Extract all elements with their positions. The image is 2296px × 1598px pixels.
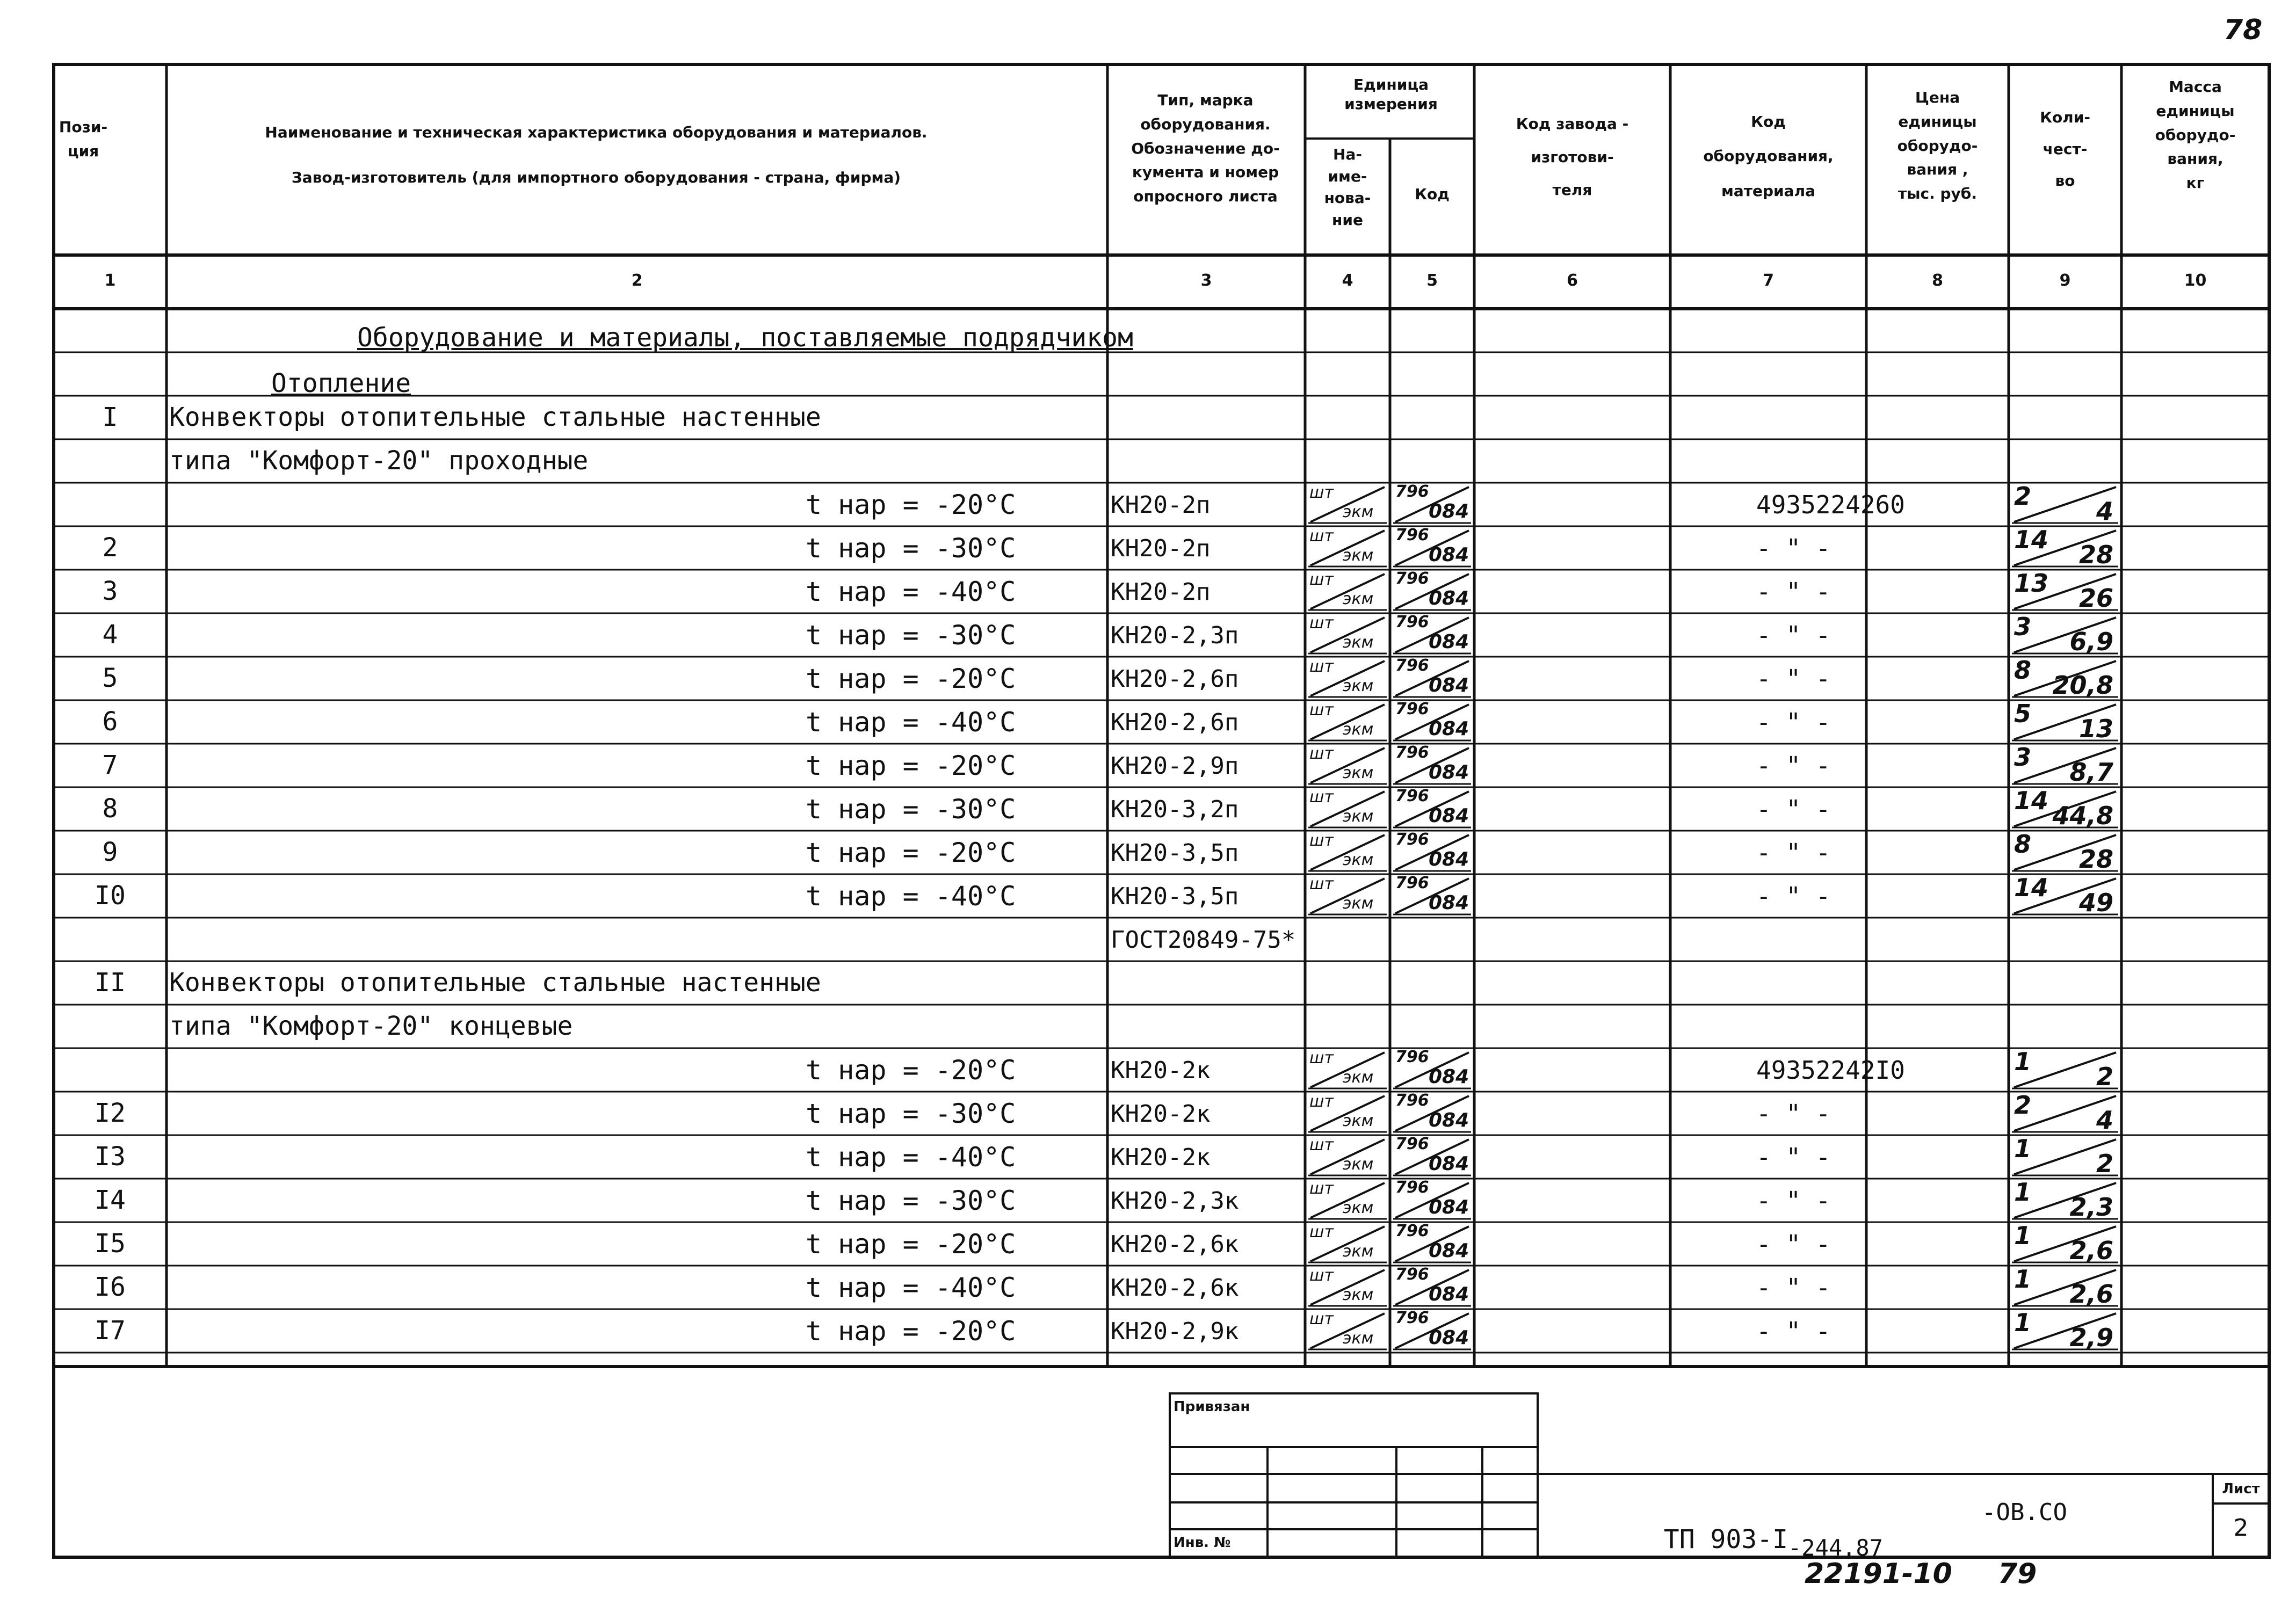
unit-name-bottom: экм (1343, 677, 1374, 695)
table-row (54, 874, 2269, 918)
unit-code-bottom: 084 (1429, 892, 1469, 914)
unit-code-top: 796 (1395, 787, 1429, 805)
unit-code-bottom: 084 (1429, 1066, 1469, 1088)
quantity-pieces: 26 (2078, 584, 2113, 613)
table-row (54, 1266, 2269, 1309)
header-unit: Единица измерения (1344, 76, 1438, 113)
bottom-archive-code: 22191-10 (1805, 1558, 1952, 1590)
row-position: I5 (95, 1229, 126, 1259)
column-number: 10 (2184, 271, 2207, 290)
unit-code-top: 796 (1395, 700, 1429, 718)
unit-code-top: 796 (1395, 830, 1429, 849)
row-item-code: 49352242I0 (1756, 1056, 1905, 1085)
quantity-sheets: 14 (2014, 873, 2049, 902)
row-temperature: t нар = -30°C (806, 1185, 1016, 1216)
quantity-pieces: 2,6 (2069, 1236, 2113, 1265)
quantity-pieces: 49 (2078, 888, 2113, 917)
table-row (54, 1092, 2269, 1135)
row-temperature: t нар = -40°C (806, 881, 1016, 912)
unit-name-bottom: экм (1343, 807, 1374, 826)
row-position: I (102, 402, 118, 432)
unit-name-bottom: экм (1343, 1198, 1374, 1217)
table-row (54, 439, 2269, 483)
table-row (54, 787, 2269, 831)
quantity-sheets: 2 (2014, 1091, 2032, 1120)
row-position: 8 (102, 794, 118, 824)
quantity-sheets: 1 (2014, 1221, 2032, 1250)
header-unit-code: Код (1415, 185, 1450, 203)
unit-code-bottom: 084 (1429, 1240, 1469, 1262)
quantity-sheets: 13 (2014, 569, 2049, 598)
column-number: 6 (1567, 271, 1578, 290)
table-row (54, 961, 2269, 1005)
row-temperature: t нар = -30°C (806, 620, 1016, 651)
unit-code-bottom: 084 (1429, 1109, 1469, 1131)
quantity-sheets: 14 (2014, 525, 2049, 554)
unit-name-top: шт (1309, 875, 1334, 894)
section-title: Оборудование и материалы, поставляемые подрядчиком (357, 323, 1133, 353)
row-temperature: t нар = -40°C (806, 1142, 1016, 1173)
row-item-code: - " - (1756, 577, 1831, 606)
quantity-pieces: 2 (2096, 1062, 2113, 1091)
row-item-code: - " - (1756, 882, 1831, 911)
row-type: КН20-3,5п (1111, 839, 1239, 867)
row-temperature: t нар = -30°C (806, 1098, 1016, 1129)
unit-name-bottom: экм (1343, 1329, 1374, 1348)
row-type: КН20-2,6п (1111, 665, 1239, 693)
unit-code-bottom: 084 (1429, 500, 1469, 522)
unit-name-top: шт (1309, 1136, 1334, 1154)
unit-name-top: шт (1309, 1179, 1334, 1198)
header-maker-code: Код завода - изготови- теля (1516, 115, 1629, 199)
quantity-pieces: 8,7 (2069, 758, 2113, 787)
row-type: КН20-2,9п (1111, 752, 1239, 780)
column-number: 7 (1763, 271, 1774, 290)
row-temperature: t нар = -20°C (806, 837, 1016, 868)
unit-name-top: шт (1309, 614, 1334, 633)
corner-page-number: 78 (2223, 14, 2263, 46)
row-type: КН20-2к (1111, 1100, 1211, 1128)
row-temperature: t нар = -40°C (806, 576, 1016, 607)
row-position: I4 (95, 1185, 126, 1215)
row-item-code: - " - (1756, 1273, 1831, 1302)
unit-name-bottom: экм (1343, 503, 1374, 521)
unit-name-bottom: экм (1343, 1112, 1374, 1130)
row-temperature: t нар = -20°C (806, 1316, 1016, 1347)
table-row (54, 396, 2269, 439)
quantity-pieces: 2,6 (2069, 1280, 2113, 1309)
table-row (54, 1048, 2269, 1092)
row-type: КН20-2к (1111, 1057, 1211, 1084)
unit-name-top: шт (1309, 744, 1334, 763)
table-row (54, 700, 2269, 744)
row-type: КН20-2п (1111, 578, 1211, 606)
header-type: Тип, марка оборудования. Обозначение до- кумента и номер опросного листа (1131, 91, 1280, 206)
table-row (54, 1179, 2269, 1222)
unit-name-top: шт (1309, 1092, 1334, 1111)
stamp-linked-label: Привязан (1174, 1399, 1250, 1415)
unit-code-bottom: 084 (1429, 674, 1469, 696)
header-quantity: Коли- чест- во (2040, 108, 2090, 190)
unit-name-bottom: экм (1343, 1285, 1374, 1304)
row-type: КН20-2,6к (1111, 1231, 1239, 1258)
row-temperature: t нар = -20°C (806, 663, 1016, 694)
quantity-sheets: 8 (2014, 830, 2032, 859)
table-row (54, 831, 2269, 874)
row-item-code: - " - (1756, 1317, 1831, 1346)
row-item-code: - " - (1756, 621, 1831, 650)
row-item-code: - " - (1756, 708, 1831, 737)
row-temperature: t нар = -30°C (806, 794, 1016, 825)
column-number: 4 (1342, 271, 1353, 290)
unit-name-bottom: экм (1343, 894, 1374, 913)
quantity-sheets: 14 (2014, 786, 2049, 815)
quantity-sheets: 1 (2014, 1265, 2032, 1294)
table-row (54, 1309, 2269, 1353)
unit-code-top: 796 (1395, 743, 1429, 762)
unit-code-top: 796 (1395, 1222, 1429, 1240)
row-temperature: t нар = -20°C (806, 1055, 1016, 1086)
row-type: КН20-2п (1111, 535, 1211, 562)
quantity-pieces: 44,8 (2052, 801, 2113, 830)
quantity-pieces: 2,9 (2069, 1323, 2113, 1352)
quantity-sheets: 1 (2014, 1047, 2032, 1076)
row-type: КН20-3,2п (1111, 796, 1239, 823)
row-name: типа "Комфорт-20" концевые (169, 1011, 573, 1041)
row-position: 5 (102, 663, 118, 693)
unit-name-bottom: экм (1343, 851, 1374, 869)
unit-name-top: шт (1309, 788, 1334, 807)
unit-name-bottom: экм (1343, 720, 1374, 739)
unit-code-top: 796 (1395, 526, 1429, 544)
unit-name-top: шт (1309, 570, 1334, 589)
row-name: типа "Комфорт-20" проходные (169, 446, 589, 476)
quantity-sheets: 8 (2014, 656, 2032, 685)
row-type: КН20-2,9к (1111, 1318, 1239, 1345)
table-row (54, 918, 2269, 961)
quantity-sheets: 2 (2014, 482, 2032, 511)
unit-name-top: шт (1309, 701, 1334, 720)
table-row (54, 657, 2269, 700)
unit-code-top: 796 (1395, 874, 1429, 892)
row-position: 3 (102, 576, 118, 606)
row-temperature: t нар = -20°C (806, 750, 1016, 781)
unit-name-top: шт (1309, 527, 1334, 546)
unit-code-top: 796 (1395, 1178, 1429, 1197)
quantity-pieces: 4 (2096, 1106, 2113, 1135)
unit-name-bottom: экм (1343, 633, 1374, 652)
document-designation: ТП 903-I-244.87 (1663, 1524, 1883, 1561)
unit-code-bottom: 084 (1429, 718, 1469, 740)
unit-code-bottom: 084 (1429, 761, 1469, 783)
row-item-code: - " - (1756, 838, 1831, 867)
header-mass: Масса единицы оборудо- вания, кг (2155, 78, 2236, 192)
quantity-pieces: 4 (2096, 497, 2113, 526)
table-row (54, 483, 2269, 526)
row-temperature: t нар = -20°C (806, 489, 1016, 520)
stamp-inventory-label: Инв. № (1174, 1535, 1231, 1551)
header-name: Наименование и техническая характеристика оборудования и материалов. Завод-изготовитель (для импортного оборудования - страна, фирма) (265, 124, 928, 186)
row-position: 6 (102, 707, 118, 737)
unit-name-top: шт (1309, 1223, 1334, 1241)
unit-name-top: шт (1309, 831, 1334, 850)
row-type: КН20-2,3к (1111, 1187, 1239, 1215)
row-type: ГОСТ20849-75* (1111, 926, 1296, 954)
row-position: I0 (95, 881, 126, 911)
quantity-sheets: 1 (2014, 1178, 2032, 1207)
unit-code-bottom: 084 (1429, 1283, 1469, 1305)
sheet-number: 2 (2233, 1514, 2249, 1542)
unit-name-top: шт (1309, 483, 1334, 502)
row-item-code: - " - (1756, 534, 1831, 563)
unit-code-bottom: 084 (1429, 1196, 1469, 1218)
column-number: 5 (1426, 271, 1438, 290)
sheet-label: Лист (2222, 1481, 2260, 1497)
unit-code-bottom: 084 (1429, 805, 1469, 827)
row-temperature: t нар = -40°C (806, 1272, 1016, 1303)
quantity-sheets: 1 (2014, 1308, 2032, 1337)
unit-name-bottom: экм (1343, 1242, 1374, 1261)
unit-code-top: 796 (1395, 613, 1429, 631)
document-suffix: -ОВ.СО (1982, 1499, 2067, 1526)
row-type: КН20-2,6к (1111, 1274, 1239, 1302)
row-type: КН20-2,3п (1111, 622, 1239, 649)
row-name: Конвекторы отопительные стальные настенные (169, 968, 821, 998)
column-number: 9 (2059, 271, 2071, 290)
quantity-pieces: 2 (2096, 1149, 2113, 1178)
row-position: II (95, 968, 126, 998)
row-item-code: - " - (1756, 664, 1831, 693)
column-number: 2 (631, 271, 643, 290)
row-temperature: t нар = -20°C (806, 1229, 1016, 1260)
quantity-sheets: 3 (2014, 612, 2032, 641)
row-item-code: - " - (1756, 1143, 1831, 1172)
column-number: 8 (1932, 271, 1943, 290)
row-temperature: t нар = -40°C (806, 707, 1016, 738)
unit-code-bottom: 084 (1429, 544, 1469, 566)
table-row (54, 613, 2269, 657)
table-row (54, 1222, 2269, 1266)
column-number: 3 (1200, 271, 1212, 290)
quantity-sheets: 1 (2014, 1134, 2032, 1163)
unit-code-top: 796 (1395, 482, 1429, 501)
unit-name-top: шт (1309, 1266, 1334, 1285)
unit-code-top: 796 (1395, 1265, 1429, 1284)
row-position: I3 (95, 1142, 126, 1172)
quantity-sheets: 3 (2014, 743, 2032, 772)
unit-code-top: 796 (1395, 1091, 1429, 1110)
unit-code-top: 796 (1395, 1135, 1429, 1153)
unit-code-bottom: 084 (1429, 631, 1469, 653)
quantity-pieces: 28 (2078, 845, 2113, 874)
unit-code-bottom: 084 (1429, 1153, 1469, 1175)
unit-code-bottom: 084 (1429, 848, 1469, 870)
row-position: 7 (102, 750, 118, 780)
unit-name-bottom: экм (1343, 1155, 1374, 1174)
unit-code-bottom: 084 (1429, 587, 1469, 609)
table-row (54, 1135, 2269, 1179)
row-item-code: 4935224260 (1756, 490, 1905, 519)
unit-name-bottom: экм (1343, 590, 1374, 608)
unit-code-top: 796 (1395, 1309, 1429, 1327)
unit-code-top: 796 (1395, 1048, 1429, 1066)
row-item-code: - " - (1756, 1186, 1831, 1215)
quantity-sheets: 5 (2014, 699, 2032, 728)
unit-code-bottom: 084 (1429, 1327, 1469, 1349)
row-type: КН20-3,5п (1111, 883, 1239, 910)
row-position: I6 (95, 1272, 126, 1302)
row-type: КН20-2к (1111, 1144, 1211, 1171)
header-price: Цена единицы оборудо- вания , тыс. руб. (1897, 89, 1978, 203)
row-position: 4 (102, 620, 118, 650)
row-temperature: t нар = -30°C (806, 533, 1016, 564)
row-position: I2 (95, 1098, 126, 1128)
quantity-pieces: 20,8 (2052, 671, 2113, 700)
table-row (54, 526, 2269, 570)
unit-name-bottom: экм (1343, 764, 1374, 782)
row-type: КН20-2п (1111, 491, 1211, 519)
header-unit-name: На- име- нова- ние (1324, 146, 1371, 229)
row-item-code: - " - (1756, 1230, 1831, 1259)
unit-name-bottom: экм (1343, 546, 1374, 565)
table-row (54, 744, 2269, 787)
unit-code-top: 796 (1395, 656, 1429, 675)
unit-name-top: шт (1309, 1049, 1334, 1067)
table-row (54, 1005, 2269, 1048)
bottom-page-number: 79 (1998, 1558, 2037, 1590)
quantity-pieces: 28 (2078, 540, 2113, 569)
header-position: Пози- ция (59, 118, 108, 160)
row-position: 2 (102, 533, 118, 563)
quantity-pieces: 13 (2078, 714, 2113, 743)
subsection-title: Отопление (271, 368, 411, 398)
unit-code-top: 796 (1395, 569, 1429, 588)
row-item-code: - " - (1756, 795, 1831, 824)
header-item-code: Код оборудования, материала (1703, 113, 1834, 200)
row-name: Конвекторы отопительные стальные настенные (169, 402, 821, 432)
row-item-code: - " - (1756, 1099, 1831, 1128)
row-item-code: - " - (1756, 751, 1831, 780)
row-type: КН20-2,6п (1111, 709, 1239, 736)
table-row (54, 570, 2269, 613)
unit-name-top: шт (1309, 1310, 1334, 1328)
row-position: I7 (95, 1316, 126, 1346)
row-position: 9 (102, 837, 118, 867)
column-number: 1 (104, 271, 116, 290)
quantity-pieces: 2,3 (2069, 1193, 2113, 1222)
quantity-pieces: 6,9 (2069, 627, 2113, 656)
unit-name-bottom: экм (1343, 1068, 1374, 1087)
unit-name-top: шт (1309, 657, 1334, 676)
